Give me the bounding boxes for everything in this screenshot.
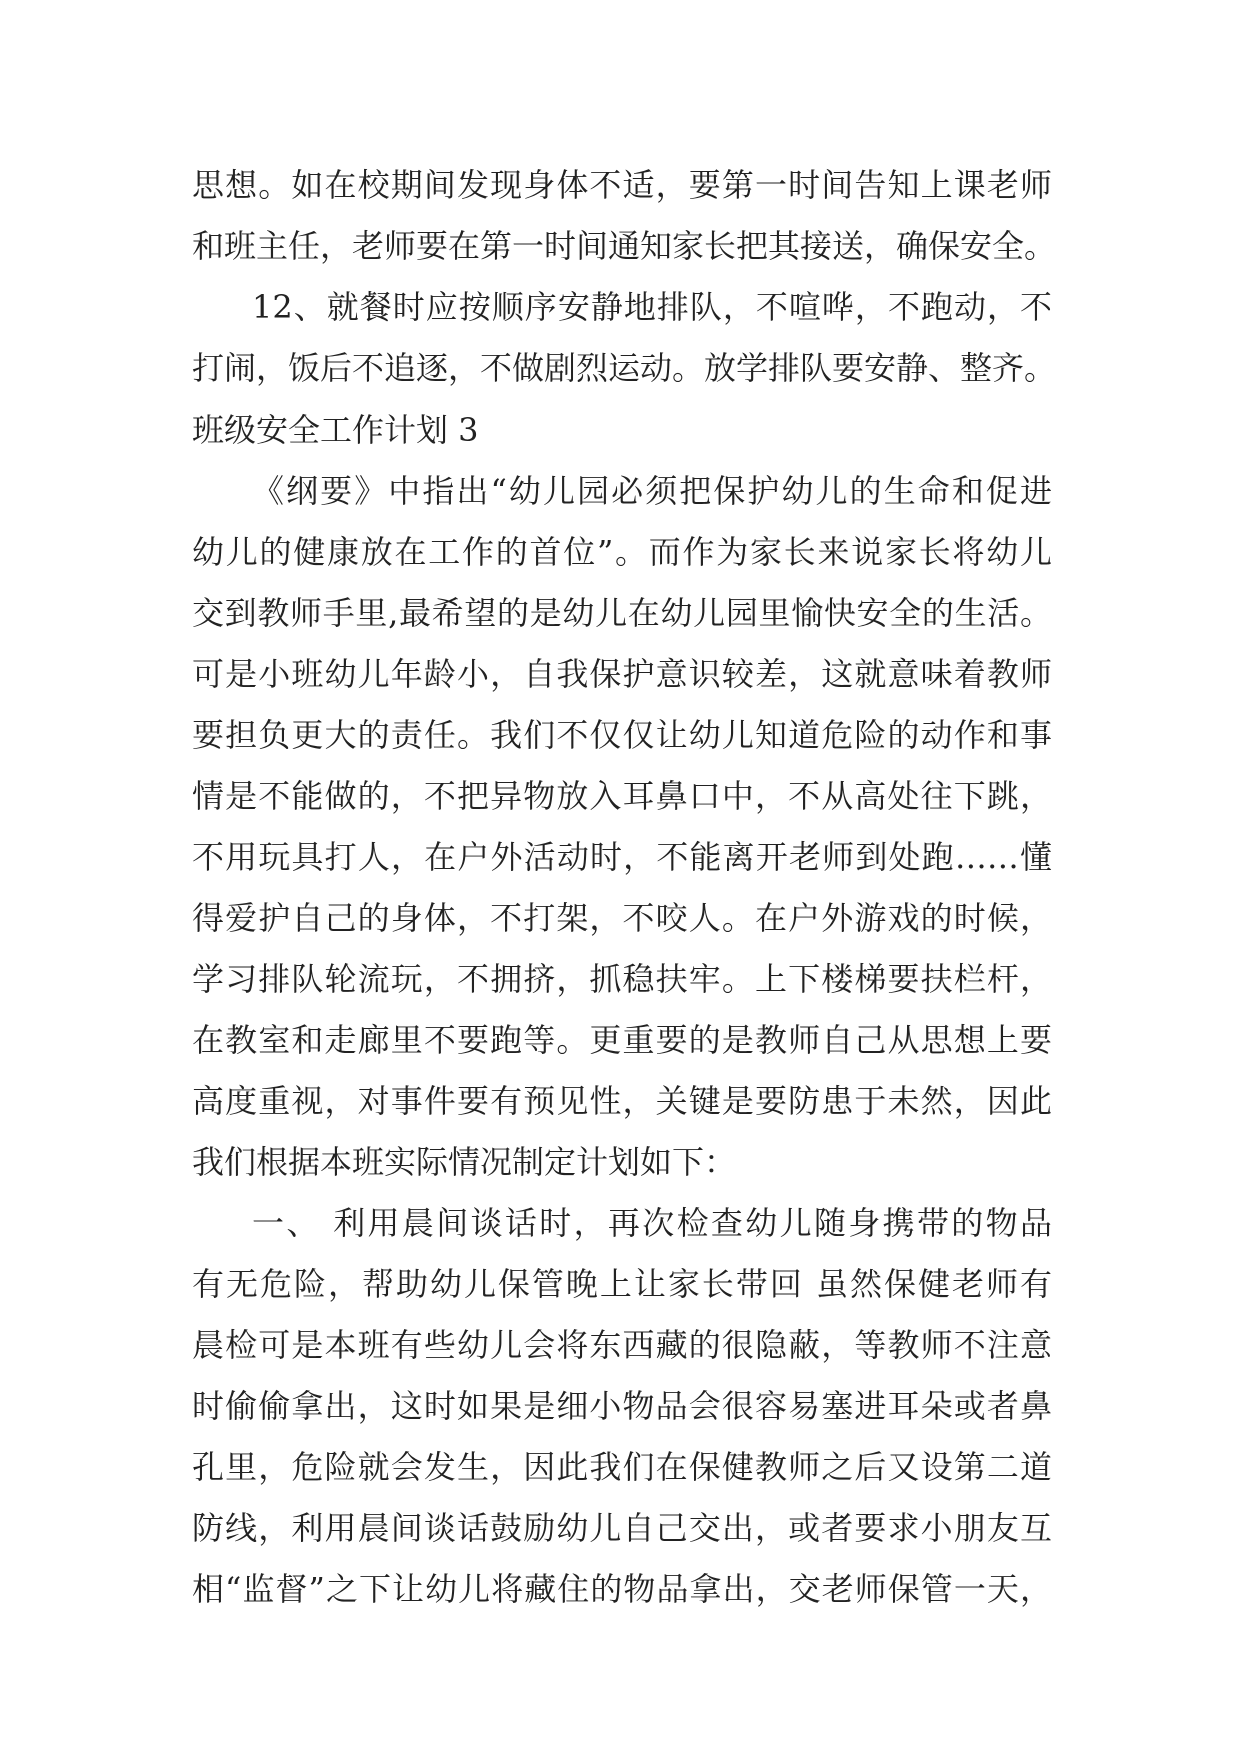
text-line: 我们根据本班实际情况制定计划如下： (192, 1143, 737, 1181)
text-line: 和班主任，老师要在第一时间通知家长把其接送，确保安全。 (192, 227, 1057, 265)
section-heading: 班级安全工作计划 3 (192, 411, 479, 449)
text-line: 一、 利用晨间谈话时，再次检查幼儿随身携带的物品 (252, 1204, 1052, 1242)
text-line: 思想。如在校期间发现身体不适，要第一时间告知上课老师 (192, 166, 1052, 204)
text-line: 防线，利用晨间谈话鼓励幼儿自己交出，或者要求小朋友互 (192, 1509, 1052, 1547)
text-line: 在教室和走廊里不要跑等。更重要的是教师自己从思想上要 (192, 1021, 1052, 1059)
text-line: 相“监督”之下让幼儿将藏住的物品拿出，交老师保管一天， (192, 1570, 1052, 1608)
text-line: 《纲要》中指出“幼儿园必须把保护幼儿的生命和促进 (252, 472, 1052, 510)
text-line: 幼儿的健康放在工作的首位”。而作为家长来说家长将幼儿 (192, 533, 1052, 571)
text-line: 有无危险，帮助幼儿保管晚上让家长带回 虽然保健老师有 (192, 1265, 1052, 1303)
text-line: 打闹，饭后不追逐，不做剧烈运动。放学排队要安静、整齐。 (192, 349, 1057, 387)
text-line: 可是小班幼儿年龄小，自我保护意识较差，这就意味着教师 (192, 655, 1052, 693)
text-line: 得爱护自己的身体，不打架，不咬人。在户外游戏的时候， (192, 899, 1052, 937)
text-line: 不用玩具打人，在户外活动时，不能离开老师到处跑……懂 (192, 838, 1052, 876)
text-line: 晨检可是本班有些幼儿会将东西藏的很隐蔽，等教师不注意 (192, 1326, 1052, 1364)
text-line: 高度重视，对事件要有预见性，关键是要防患于未然，因此 (192, 1082, 1052, 1120)
text-line: 交到教师手里,最希望的是幼儿在幼儿园里愉快安全的生活。 (192, 594, 1052, 632)
text-line: 情是不能做的，不把异物放入耳鼻口中，不从高处往下跳， (192, 777, 1052, 815)
text-line: 孔里，危险就会发生，因此我们在保健教师之后又设第二道 (192, 1448, 1052, 1486)
text-line: 时偷偷拿出，这时如果是细小物品会很容易塞进耳朵或者鼻 (192, 1387, 1052, 1425)
text-line: 要担负更大的责任。我们不仅仅让幼儿知道危险的动作和事 (192, 716, 1052, 754)
text-line: 12、就餐时应按顺序安静地排队，不喧哗，不跑动，不 (252, 288, 1052, 326)
text-line: 学习排队轮流玩，不拥挤，抓稳扶牢。上下楼梯要扶栏杆， (192, 960, 1052, 998)
